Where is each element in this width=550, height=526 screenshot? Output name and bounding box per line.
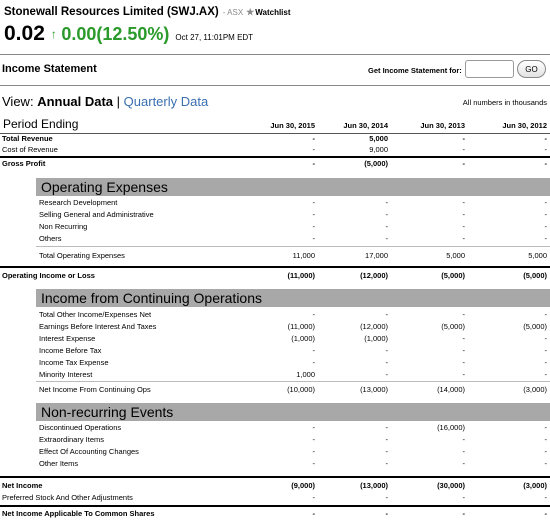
- row-research-development: [0, 198, 550, 208]
- exchange-label: - ASX: [222, 8, 244, 17]
- row-value: -: [462, 447, 465, 456]
- row-minority-interest: [0, 370, 550, 380]
- row-value: -: [544, 346, 547, 355]
- row-value: -: [462, 222, 465, 231]
- period-column-header: Jun 30, 2012: [502, 121, 547, 130]
- row-label: Others: [39, 234, 62, 243]
- watchlist-link[interactable]: Watchlist: [255, 8, 291, 17]
- row-label: Net Income Applicable To Common Shares: [2, 509, 155, 518]
- star-icon[interactable]: ★: [246, 7, 255, 17]
- row-value: -: [312, 134, 315, 143]
- row-value: -: [544, 493, 547, 502]
- row-value: -: [462, 509, 465, 518]
- row-value: -: [312, 145, 315, 154]
- row-value: (12,000): [360, 322, 388, 331]
- section-title: Income from Continuing Operations: [41, 290, 262, 306]
- period-column-header: Jun 30, 2015: [270, 121, 315, 130]
- row-value: 5,000: [446, 251, 465, 260]
- row-value: (3,000): [523, 481, 547, 490]
- section-title: Non-recurring Events: [41, 404, 174, 420]
- row-value: (30,000): [437, 481, 465, 490]
- row-value: -: [462, 310, 465, 319]
- row-value: -: [385, 435, 388, 444]
- row-value: -: [385, 423, 388, 432]
- row-label: Preferred Stock And Other Adjustments: [2, 493, 133, 502]
- period-column-header: Jun 30, 2014: [343, 121, 388, 130]
- row-value: (5,000): [441, 322, 465, 331]
- row-value: -: [312, 310, 315, 319]
- row-value: -: [385, 198, 388, 207]
- row-label: Other Items: [39, 459, 79, 468]
- row-value: -: [312, 346, 315, 355]
- row-net-income-continuing: [0, 385, 550, 395]
- row-value: -: [385, 346, 388, 355]
- row-value: -: [544, 310, 547, 319]
- section-continuing-operations: [36, 289, 550, 307]
- row-value: -: [312, 210, 315, 219]
- row-value: 9,000: [369, 145, 388, 154]
- row-value: -: [385, 210, 388, 219]
- row-value: -: [462, 198, 465, 207]
- stock-price: 0.02: [4, 22, 45, 45]
- row-income-tax-expense: [0, 358, 550, 368]
- divider: [0, 505, 550, 507]
- row-total-other-income: [0, 310, 550, 320]
- divider: [0, 476, 550, 478]
- divider: [36, 381, 550, 382]
- row-label: Cost of Revenue: [2, 145, 58, 154]
- row-accounting-changes: [0, 447, 550, 457]
- period-ending-label: Period Ending: [3, 117, 79, 131]
- divider: [0, 54, 550, 55]
- row-operating-income: [0, 271, 550, 281]
- row-net-income-common: [0, 509, 550, 519]
- row-value: -: [544, 234, 547, 243]
- row-value: -: [312, 509, 315, 518]
- section-nonrecurring-events: [36, 403, 550, 421]
- row-value: -: [312, 198, 315, 207]
- symbol-input[interactable]: [465, 60, 514, 78]
- row-value: -: [462, 334, 465, 343]
- quote-header: [4, 3, 548, 47]
- row-value: -: [385, 370, 388, 379]
- row-value: -: [312, 435, 315, 444]
- quarterly-data-link[interactable]: Quarterly Data: [123, 94, 209, 109]
- row-value: -: [385, 509, 388, 518]
- row-label: Research Development: [39, 198, 118, 207]
- row-preferred-stock: [0, 493, 550, 503]
- divider: [0, 85, 550, 86]
- period-column-header: Jun 30, 2013: [420, 121, 465, 130]
- company-title: [4, 6, 291, 18]
- go-button[interactable]: GO: [517, 60, 546, 78]
- row-label: Discontinued Operations: [39, 423, 122, 432]
- row-label: Total Other Income/Expenses Net: [39, 310, 152, 319]
- row-value: -: [312, 423, 315, 432]
- row-value: 1,000: [296, 370, 315, 379]
- row-discontinued-operations: [0, 423, 550, 433]
- row-label: Gross Profit: [2, 159, 46, 168]
- row-value: -: [544, 134, 547, 143]
- row-value: -: [544, 459, 547, 468]
- row-value: 17,000: [365, 251, 388, 260]
- section-title: Operating Expenses: [41, 179, 168, 195]
- row-gross-profit: [0, 159, 550, 169]
- row-value: -: [385, 222, 388, 231]
- row-value: (9,000): [291, 481, 315, 490]
- view-toggle: [2, 94, 208, 109]
- quote-date: Oct 27, 11:01PM EDT: [175, 33, 254, 42]
- row-value: -: [544, 423, 547, 432]
- row-value: -: [544, 358, 547, 367]
- row-label: Income Before Tax: [39, 346, 102, 355]
- row-label: Total Operating Expenses: [39, 251, 125, 260]
- view-prefix: View:: [2, 94, 34, 109]
- view-separator: |: [116, 94, 121, 109]
- row-ebit: [0, 322, 550, 332]
- row-value: (12,000): [360, 271, 388, 280]
- section-operating-expenses: [36, 178, 550, 196]
- row-value: (5,000): [523, 271, 547, 280]
- row-value: -: [544, 145, 547, 154]
- row-interest-expense: [0, 334, 550, 344]
- row-sga: [0, 210, 550, 220]
- row-label: Operating Income or Loss: [2, 271, 95, 280]
- divider: [0, 156, 550, 158]
- row-value: (5,000): [523, 322, 547, 331]
- row-value: -: [462, 145, 465, 154]
- row-value: -: [544, 334, 547, 343]
- row-value: -: [462, 346, 465, 355]
- row-value: (11,000): [287, 322, 315, 331]
- row-cost-of-revenue: [0, 145, 550, 155]
- price-line: [4, 22, 253, 46]
- row-value: -: [544, 370, 547, 379]
- row-label: Earnings Before Interest And Taxes: [39, 322, 157, 331]
- row-label: Selling General and Administrative: [39, 210, 154, 219]
- income-statement-title: Income Statement: [2, 63, 97, 75]
- row-label: Net Income From Continuing Ops: [39, 385, 151, 394]
- row-value: 11,000: [292, 251, 315, 260]
- row-value: -: [312, 358, 315, 367]
- row-value: (5,000): [441, 271, 465, 280]
- row-value: -: [462, 435, 465, 444]
- row-label: Effect Of Accounting Changes: [39, 447, 139, 456]
- row-value: -: [544, 222, 547, 231]
- row-value: -: [544, 509, 547, 518]
- row-value: -: [312, 493, 315, 502]
- row-value: -: [462, 234, 465, 243]
- row-label: Interest Expense: [39, 334, 96, 343]
- row-value: -: [462, 358, 465, 367]
- row-value: (1,000): [364, 334, 388, 343]
- income-statement-header: [0, 56, 550, 84]
- row-value: -: [312, 222, 315, 231]
- row-value: -: [385, 447, 388, 456]
- row-value: (10,000): [287, 385, 315, 394]
- row-value: -: [385, 234, 388, 243]
- row-value: (13,000): [360, 385, 388, 394]
- row-value: (5,000): [364, 159, 388, 168]
- divider: [36, 246, 550, 247]
- row-value: 5,000: [369, 134, 388, 143]
- row-value: (1,000): [291, 334, 315, 343]
- row-non-recurring: [0, 222, 550, 232]
- row-value: -: [385, 493, 388, 502]
- row-income-before-tax: [0, 346, 550, 356]
- row-value: -: [462, 459, 465, 468]
- row-value: -: [312, 447, 315, 456]
- row-value: -: [385, 358, 388, 367]
- row-extraordinary-items: [0, 435, 550, 445]
- company-name: Stonewall Resources Limited (SWJ.AX): [4, 6, 219, 18]
- row-value: (14,000): [437, 385, 465, 394]
- get-statement-label: Get Income Statement for:: [368, 66, 462, 75]
- row-value: -: [312, 159, 315, 168]
- row-value: -: [312, 459, 315, 468]
- row-label: Total Revenue: [2, 134, 53, 143]
- row-value: -: [385, 459, 388, 468]
- row-others: [0, 234, 550, 244]
- row-other-items: [0, 459, 550, 469]
- divider: [0, 266, 550, 268]
- row-value: (13,000): [360, 481, 388, 490]
- row-label: Minority Interest: [39, 370, 93, 379]
- row-value: -: [462, 159, 465, 168]
- row-value: -: [385, 310, 388, 319]
- row-value: -: [462, 134, 465, 143]
- row-value: -: [462, 493, 465, 502]
- row-total-operating-expenses: [0, 251, 550, 261]
- row-value: -: [312, 234, 315, 243]
- row-label: Net Income: [2, 481, 43, 490]
- row-label: Extraordinary Items: [39, 435, 105, 444]
- annual-data-tab[interactable]: Annual Data: [37, 94, 114, 109]
- row-value: -: [544, 198, 547, 207]
- row-value: (3,000): [523, 385, 547, 394]
- row-value: (16,000): [437, 423, 465, 432]
- period-header-row: [0, 116, 550, 134]
- row-total-revenue: [0, 134, 550, 144]
- row-label: Non Recurring: [39, 222, 88, 231]
- units-note: All numbers in thousands: [462, 98, 547, 107]
- row-label: Income Tax Expense: [39, 358, 109, 367]
- row-value: -: [544, 210, 547, 219]
- row-value: -: [544, 435, 547, 444]
- row-value: 5,000: [528, 251, 547, 260]
- row-value: -: [462, 370, 465, 379]
- row-value: -: [544, 447, 547, 456]
- row-value: -: [544, 159, 547, 168]
- row-net-income: [0, 481, 550, 491]
- row-value: (11,000): [287, 271, 315, 280]
- price-change: 0.00(12.50%): [61, 24, 170, 44]
- up-arrow-icon: ↑: [50, 27, 57, 41]
- row-value: -: [462, 210, 465, 219]
